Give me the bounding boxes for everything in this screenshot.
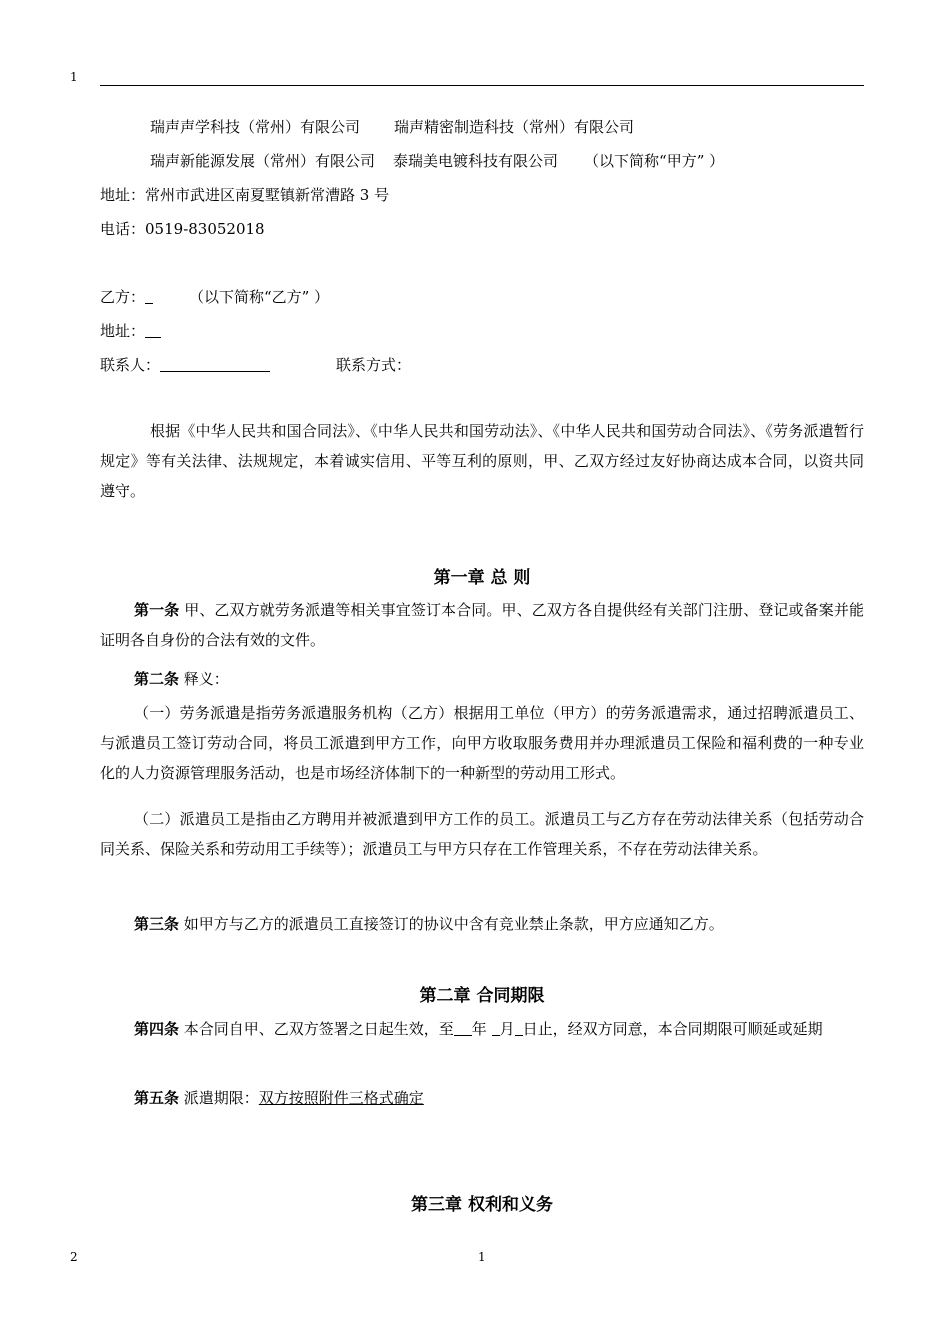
definition-1: （一）劳务派遣是指劳务派遣服务机构（乙方）根据用工单位（甲方）的劳务派遣需求，通过招聘派遣员工、与派遣员工签订劳动合同，将员工派遣到甲方工作，向甲方收取服务费用并办理派遣员工保险和福利费的一种专业化的人力资源管理服务活动，也是市场经济体制下的一种新型的劳动用工形式。: [100, 704, 864, 782]
preamble: 根据《中华人民共和国合同法》、《中华人民共和国劳动法》、《中华人民共和国劳动合同法》、《劳务派遣暂行规定》等有关法律、法规规定，本着诚实信用、平等互利的原则，甲、乙双方经过友好协商达成本合同，以资共同遵守。: [100, 422, 864, 500]
article-2: [100, 664, 864, 694]
article-1-label: 第一条: [134, 601, 180, 619]
party-b-contact-blank: [160, 357, 270, 372]
party-a-address-row: [100, 185, 864, 205]
article-5-text: 派遣期限：: [179, 1089, 259, 1107]
article-3: [100, 909, 864, 939]
chapter-3-title: 第三章 权利和义务: [411, 1195, 553, 1215]
article-4-year: 年: [471, 1020, 487, 1038]
party-b-contact-method-label: 联系方式：: [336, 356, 412, 374]
party-a-company-2: 瑞声精密制造科技（常州）有限公司: [394, 118, 635, 136]
party-b-row: [100, 287, 864, 307]
party-a-phone: 0519-83052018: [145, 220, 265, 238]
party-b-contact-label: 联系人：: [100, 356, 161, 374]
party-a-company-3: 瑞声新能源发展（常州）有限公司: [150, 152, 376, 170]
party-a-company-1: 瑞声声学科技（常州）有限公司: [150, 118, 361, 136]
footer-left-number: 2: [70, 1250, 78, 1264]
definition-2: （二）派遣员工是指由乙方聘用并被派遣到甲方工作的员工。派遣员工与乙方存在劳动法律关系（包括劳动合同关系、保险关系和劳动用工手续等）；派遣员工与甲方只存在工作管理关系，不存在劳动法律关系。: [100, 810, 864, 858]
article-2-text: 释义：: [179, 670, 229, 688]
article-4-day-blank: [515, 1021, 523, 1036]
chapter-2-title: 第二章 合同期限: [419, 986, 545, 1006]
party-a-phone-label: 电话：: [100, 220, 146, 238]
article-4-text-b: 日止，经双方同意，本合同期限可顺延或延期: [522, 1020, 823, 1038]
party-a-address-label: 地址：: [100, 186, 146, 204]
article-4-month-blank: [492, 1021, 500, 1036]
party-b-address-row: [100, 321, 864, 341]
party-b-address-label: 地址：: [100, 322, 146, 340]
party-b-contact-row: [100, 355, 864, 375]
footer-page-number: 1: [478, 1250, 486, 1264]
article-1: [100, 595, 864, 655]
article-3-text: 如甲方与乙方的派遣员工直接签订的协议中含有竞业禁止条款，甲方应通知乙方。: [179, 915, 724, 933]
article-4-label: 第四条: [134, 1020, 180, 1038]
party-a-alias: （以下简称“甲方” ）: [584, 152, 725, 170]
party-a-address: 常州市武进区南夏墅镇新常漕路 3 号: [145, 186, 390, 204]
article-4: [100, 1014, 864, 1044]
party-a-phone-row: [100, 219, 864, 239]
party-b-label: 乙方：: [100, 288, 146, 306]
party-b-alias: （以下简称“乙方” ）: [189, 288, 330, 306]
article-4-month: 月: [499, 1020, 515, 1038]
party-b-name-blank: [145, 289, 153, 304]
header-margin-number: 1: [70, 70, 78, 84]
party-b-address-blank: [145, 323, 161, 338]
article-5-label: 第五条: [134, 1089, 180, 1107]
article-5: [100, 1083, 864, 1113]
party-a-companies-row-2: [100, 151, 864, 171]
article-2-label: 第二条: [134, 670, 180, 688]
header-rule: [100, 85, 864, 86]
party-a-company-4: 泰瑞美电镀科技有限公司: [393, 152, 559, 170]
article-5-value: 双方按照附件三格式确定: [258, 1089, 424, 1107]
article-1-text: 甲、乙双方就劳务派遣等相关事宜签订本合同。甲、乙双方各自提供经有关部门注册、登记或备案并能证明各自身份的合法有效的文件。: [100, 601, 864, 649]
article-3-label: 第三条: [134, 915, 180, 933]
chapter-1-title: 第一章 总 则: [433, 568, 531, 588]
article-4-text-a: 本合同自甲、乙双方签署之日起生效，至: [179, 1020, 454, 1038]
article-4-year-blank: [454, 1021, 472, 1036]
party-a-companies-row-1: [100, 117, 864, 137]
